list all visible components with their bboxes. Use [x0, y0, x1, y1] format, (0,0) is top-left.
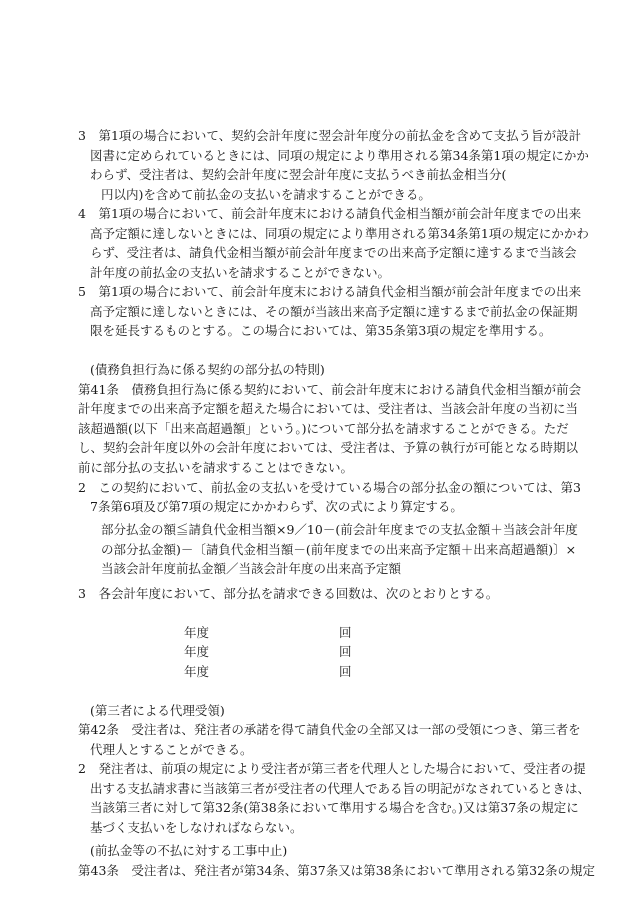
table-row-3-count: 回: [339, 663, 352, 679]
table-row-1-year: 年度: [184, 624, 210, 640]
paragraph-4-line-1: 4 第1項の場合において、前会計年度末における請負代金相当額が前会計年度までの出来: [78, 206, 582, 222]
paragraph-5-line-3: 限を延長するものとする。この場合においては、第35条第3項の規定を準用する。: [90, 323, 552, 339]
article-41-line-2: 計年度までの出来高予定額を超えた場合においては、受注者は、当該会計年度の当初に当: [78, 401, 579, 417]
article-41-para-2-line-2: 7条第6項及び第7項の規定にかかわらず、次の式により算定する。: [90, 499, 463, 515]
formula-line-3: 当該会計年度前払金額／当該会計年度の出来高予定額: [101, 561, 402, 577]
paragraph-3-line-4: 円以内)を含めて前払金の支払いを請求することができる。: [101, 186, 431, 202]
paragraph-4-line-4: 計年度の前払金の支払いを請求することができない。: [90, 264, 391, 280]
paragraph-5-line-1: 5 第1項の場合において、前会計年度末における請負代金相当額が前会計年度までの出来: [78, 284, 582, 300]
article-41-line-1: 第41条 債務負担行為に係る契約において、前会計年度末における請負代金相当額が前会: [78, 381, 582, 397]
article-41-para-3: 3 各会計年度において、部分払を請求できる回数は、次のとおりとする。: [78, 585, 499, 601]
article-41-heading: (債務負担行為に係る契約の部分払の特則): [90, 362, 325, 378]
paragraph-4-line-3: らず、受注者は、請負代金相当額が前会計年度までの出来高予定額に達するまで当該会: [90, 245, 577, 261]
article-43-heading: (前払金等の不払に対する工事中止): [90, 843, 288, 859]
article-41-line-3: 該超過額(以下「出来高超過額」という。)について部分払を請求することができる。ただ: [78, 420, 569, 436]
formula-line-2: の部分払金額)－〔請負代金相当額－(前年度までの出来高予定額＋出来高超過額)〕×: [101, 541, 577, 557]
table-row-1-count: 回: [339, 624, 352, 640]
article-41-para-2-line-1: 2 この契約において、前払金の支払いを受けている場合の部分払金の額については、第3: [78, 479, 581, 495]
article-42-line-2: 代理人とすることができる。: [90, 741, 253, 757]
article-43-line-1: 第43条 受注者は、発注者が第34条、第37条又は第38条において準用される第32条の規定: [78, 863, 596, 879]
article-42-para-2-line-3: 当該第三者に対して第32条(第38条において準用する場合を含む。)又は第37条の規定に: [90, 800, 579, 816]
article-41-line-5: 前に部分払の支払いを請求することはできない。: [78, 460, 354, 475]
table-row-3-year: 年度: [184, 663, 210, 679]
paragraph-3-line-3: わらず、受注者は、契約会計年度に翌会計年度に支払うべき前払金相当分(: [90, 167, 507, 183]
table-row-2-count: 回: [339, 644, 352, 660]
article-41-line-4: し、契約会計年度以外の会計年度においては、受注者は、予算の執行が可能となる時期以: [78, 440, 579, 456]
article-42-para-2-line-4: 基づく支払いをしなければならない。: [90, 819, 303, 835]
article-42-heading: (第三者による代理受領): [90, 702, 225, 718]
table-row-2-year: 年度: [184, 644, 210, 660]
paragraph-5-line-2: 高予定額に達しないときには、その額が当該出来高予定額に達するまで前払金の保証期: [90, 303, 578, 319]
paragraph-3-line-1: 3 第1項の場合において、契約会計年度に翌会計年度分の前払金を含めて支払う旨が設計: [78, 128, 582, 143]
article-42-line-1: 第42条 受注者は、発注者の承諾を得て請負代金の全部又は一部の受領につき、第三者を: [78, 722, 581, 738]
article-42-para-2-line-2: 出する支払請求書に当該第三者が受注者の代理人である旨の明記がなされているときは、: [90, 780, 591, 796]
paragraph-3-line-2: 図書に定められているときには、同項の規定により準用される第34条第1項の規定にかか: [90, 147, 589, 163]
article-42-para-2-line-1: 2 発注者は、前項の規定により受注者が第三者を代理人とした場合において、受注者の提: [78, 761, 586, 777]
paragraph-4-line-2: 高予定額に達しないときには、同項の規定により準用される第34条第1項の規定にかかわ: [90, 225, 589, 241]
formula-line-1: 部分払金の額≦請負代金相当額×9／10－(前会計年度までの支払金額＋当該会計年度: [101, 522, 578, 538]
